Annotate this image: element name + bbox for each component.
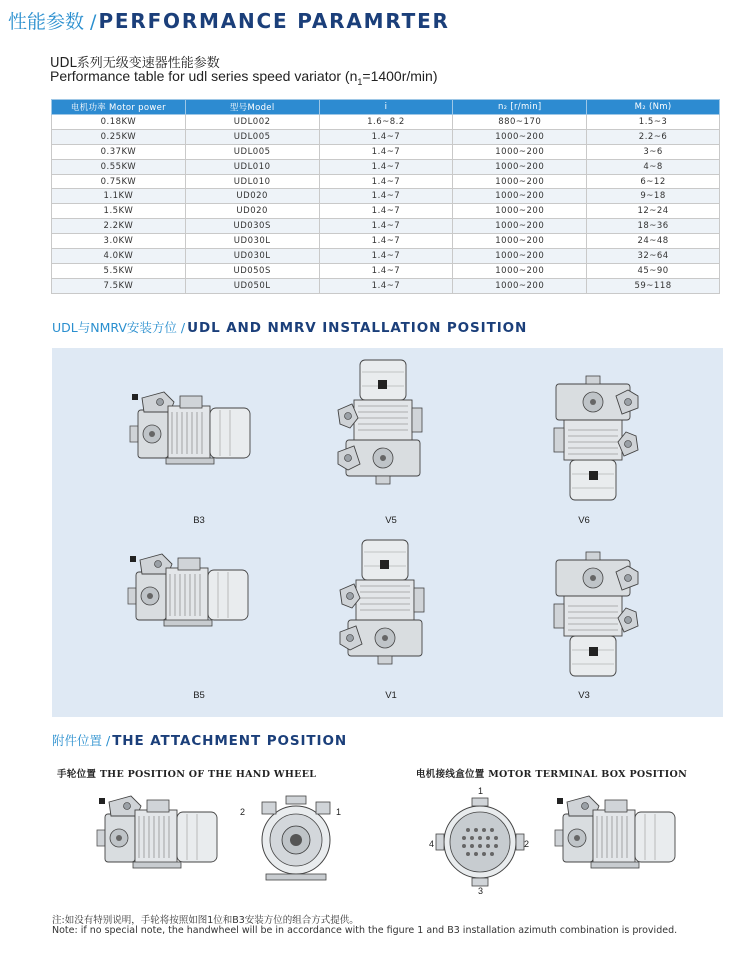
attachment-title-cn: 附件位置 / <box>52 733 111 748</box>
terminal-box-end-drawing <box>440 802 520 882</box>
terminal-position-3: 3 <box>478 886 484 896</box>
cell-output-torque: 32~64 <box>587 249 720 264</box>
hand-wheel-position-1: 1 <box>336 807 342 817</box>
table-row <box>52 174 720 189</box>
column-header-model: 型号Model <box>185 100 319 115</box>
installation-title-en: UDL AND NMRV INSTALLATION POSITION <box>187 320 528 336</box>
cell-model: UDL010 <box>185 159 319 174</box>
cell-ratio: 1.4~7 <box>319 249 453 264</box>
cell-output-speed: 1000~200 <box>453 204 587 219</box>
cell-output-speed: 880~170 <box>453 115 587 130</box>
cell-motor-power: 4.0KW <box>52 249 186 264</box>
cell-output-torque: 45~90 <box>587 263 720 278</box>
mounting-b3-drawing <box>130 388 270 478</box>
cell-motor-power: 2.2KW <box>52 219 186 234</box>
cell-model: UDL010 <box>185 174 319 189</box>
cell-output-torque: 6~12 <box>587 174 720 189</box>
cell-output-speed: 1000~200 <box>453 234 587 249</box>
cell-output-speed: 1000~200 <box>453 219 587 234</box>
mounting-label-b3: B3 <box>193 515 205 526</box>
cell-model: UD030L <box>185 249 319 264</box>
cell-ratio: 1.4~7 <box>319 263 453 278</box>
column-header-motor-power: 电机功率 Motor power <box>52 100 186 115</box>
mounting-label-v1: V1 <box>385 690 397 701</box>
cell-output-speed: 1000~200 <box>453 144 587 159</box>
cell-output-torque: 3~6 <box>587 144 720 159</box>
table-row <box>52 278 720 293</box>
hand-wheel-position-2: 2 <box>240 807 246 817</box>
cell-model: UD030S <box>185 219 319 234</box>
cell-ratio: 1.4~7 <box>319 129 453 144</box>
cell-model: UDL005 <box>185 129 319 144</box>
cell-ratio: 1.4~7 <box>319 234 453 249</box>
hand-wheel-end-drawing <box>256 800 336 880</box>
mounting-v1-drawing <box>340 540 440 670</box>
cell-output-torque: 12~24 <box>587 204 720 219</box>
column-header-output-speed: n₂ [r/min] <box>453 100 587 115</box>
mounting-v5-drawing <box>338 360 438 490</box>
cell-model: UD050S <box>185 263 319 278</box>
table-row <box>52 129 720 144</box>
note-cn: 注:如没有特别说明，手轮将按照如图1位和B3安装方位的组合方式提供。 <box>52 915 359 926</box>
table-row <box>52 189 720 204</box>
cell-ratio: 1.4~7 <box>319 159 453 174</box>
page-title-en: PERFORMANCE PARAMRTER <box>98 9 450 33</box>
cell-model: UD030L <box>185 234 319 249</box>
mounting-v6-drawing <box>548 372 648 502</box>
cell-motor-power: 5.5KW <box>52 263 186 278</box>
mounting-v3-drawing <box>548 548 648 678</box>
table-header-row <box>52 100 720 115</box>
cell-output-speed: 1000~200 <box>453 129 587 144</box>
hand-wheel-side-drawing <box>97 792 237 882</box>
cell-motor-power: 0.55KW <box>52 159 186 174</box>
column-header-ratio: i <box>319 100 453 115</box>
cell-ratio: 1.4~7 <box>319 144 453 159</box>
installation-title-cn: UDL与NMRV安装方位 / <box>52 320 186 335</box>
note-en: Note: if no special note, the handwheel will be in accordance with the figure 1 and B3 installation azimuth combination is provided. <box>52 925 678 936</box>
cell-model: UDL005 <box>185 144 319 159</box>
cell-output-torque: 24~48 <box>587 234 720 249</box>
performance-table <box>51 99 720 294</box>
table-row <box>52 249 720 264</box>
cell-motor-power: 0.18KW <box>52 115 186 130</box>
cell-ratio: 1.4~7 <box>319 219 453 234</box>
cell-model: UD020 <box>185 189 319 204</box>
column-header-output-torque: M₂ (Nm) <box>587 100 720 115</box>
cell-output-torque: 2.2~6 <box>587 129 720 144</box>
cell-output-speed: 1000~200 <box>453 263 587 278</box>
table-row <box>52 115 720 130</box>
cell-output-torque: 4~8 <box>587 159 720 174</box>
cell-model: UD050L <box>185 278 319 293</box>
table-row <box>52 219 720 234</box>
cell-output-speed: 1000~200 <box>453 159 587 174</box>
cell-motor-power: 3.0KW <box>52 234 186 249</box>
cell-motor-power: 0.37KW <box>52 144 186 159</box>
cell-ratio: 1.4~7 <box>319 278 453 293</box>
table-row <box>52 204 720 219</box>
hand-wheel-heading: 手轮位置 THE POSITION OF THE HAND WHEEL <box>57 769 317 780</box>
cell-motor-power: 1.5KW <box>52 204 186 219</box>
terminal-position-2: 2 <box>524 839 530 849</box>
table-subtitle-cn: UDL系列无级变速器性能参数 <box>50 56 220 71</box>
mounting-b5-drawing <box>128 550 268 640</box>
mounting-label-v6: V6 <box>578 515 590 526</box>
mounting-label-v5: V5 <box>385 515 397 526</box>
cell-ratio: 1.6~8.2 <box>319 115 453 130</box>
terminal-position-1: 1 <box>478 786 484 796</box>
mounting-label-v3: V3 <box>578 690 590 701</box>
page-header <box>8 7 450 33</box>
table-row <box>52 234 720 249</box>
mounting-label-b5: B5 <box>193 690 205 701</box>
cell-motor-power: 0.25KW <box>52 129 186 144</box>
cell-ratio: 1.4~7 <box>319 204 453 219</box>
cell-output-torque: 9~18 <box>587 189 720 204</box>
cell-motor-power: 0.75KW <box>52 174 186 189</box>
cell-output-speed: 1000~200 <box>453 189 587 204</box>
page-title-cn: 性能参数 / <box>8 11 97 33</box>
table-row <box>52 263 720 278</box>
terminal-position-4: 4 <box>429 839 435 849</box>
table-row <box>52 144 720 159</box>
cell-model: UD020 <box>185 204 319 219</box>
cell-output-speed: 1000~200 <box>453 174 587 189</box>
cell-output-speed: 1000~200 <box>453 249 587 264</box>
cell-ratio: 1.4~7 <box>319 189 453 204</box>
table-subtitle-en: Performance table for udl series speed variator $(n_1=1400r/\min)$ <box>50 68 438 87</box>
cell-output-speed: 1000~200 <box>453 278 587 293</box>
attachment-title-en: THE ATTACHMENT POSITION <box>112 733 348 749</box>
terminal-box-heading: 电机接线盒位置 MOTOR TERMINAL BOX POSITION <box>416 769 688 780</box>
cell-ratio: 1.4~7 <box>319 174 453 189</box>
cell-output-torque: 18~36 <box>587 219 720 234</box>
installation-section-title <box>52 318 527 336</box>
cell-output-torque: 1.5~3 <box>587 115 720 130</box>
cell-model: UDL002 <box>185 115 319 130</box>
cell-motor-power: 7.5KW <box>52 278 186 293</box>
cell-motor-power: 1.1KW <box>52 189 186 204</box>
cell-output-torque: 59~118 <box>587 278 720 293</box>
table-row <box>52 159 720 174</box>
attachment-section-title <box>52 731 347 749</box>
terminal-box-side-drawing <box>555 792 695 882</box>
